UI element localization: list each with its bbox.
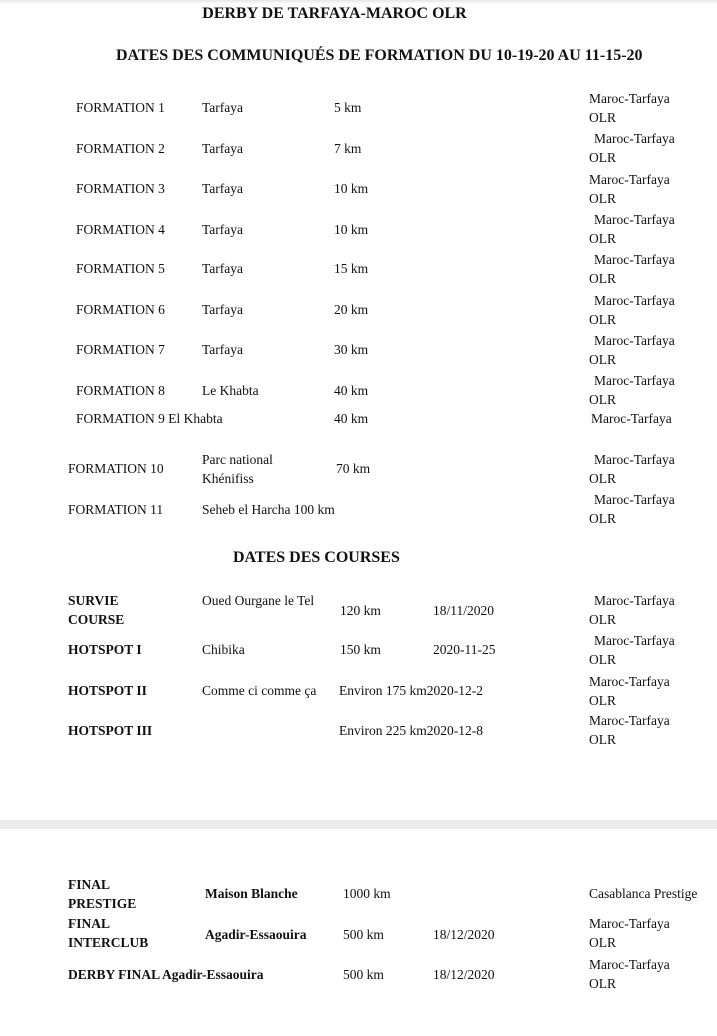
- final-place: Agadir-Essaouira: [205, 927, 307, 942]
- formation-place: Parc national Khénifiss: [202, 452, 273, 486]
- formation-dates-heading: DATES DES COMMUNIQUÉS DE FORMATION DU 10-19-20 AU 11-15-20: [116, 47, 643, 64]
- race-name: SURVIE COURSE: [68, 593, 125, 627]
- formation-org: Maroc-Tarfaya: [591, 411, 672, 426]
- formation-name: FORMATION 3: [76, 181, 165, 196]
- final-org: Maroc-Tarfaya OLR: [589, 957, 670, 991]
- formation-distance: 5 km: [334, 100, 362, 115]
- formation-name: FORMATION 11: [68, 502, 164, 517]
- formation-org: Maroc-Tarfaya OLR: [589, 492, 675, 526]
- final-place: Maison Blanche: [205, 886, 298, 901]
- final-distance: 1000 km: [343, 886, 391, 901]
- race-org: Maroc-Tarfaya OLR: [589, 593, 675, 627]
- races-heading: DATES DES COURSES: [233, 549, 400, 566]
- formation-org: Maroc-Tarfaya OLR: [589, 131, 675, 165]
- race-name: HOTSPOT III: [68, 723, 153, 738]
- formation-place: Le Khabta: [202, 383, 259, 398]
- formation-distance: 40 km: [334, 383, 369, 398]
- race-place: Oued Ourgane le Tel: [202, 593, 315, 608]
- race-place: Comme ci comme ça: [202, 683, 317, 698]
- race-distance-date: Environ 225 km2020-12-8: [339, 723, 483, 738]
- formation-place: Tarfaya: [202, 181, 244, 196]
- formation-distance: 15 km: [334, 261, 369, 276]
- final-name: FINAL PRESTIGE: [68, 877, 137, 911]
- formation-name-place: FORMATION 9 El Khabta: [76, 411, 223, 426]
- final-org: Casablanca Prestige: [589, 886, 698, 901]
- final-org: Maroc-Tarfaya OLR: [589, 916, 670, 950]
- formation-name: FORMATION 2: [76, 141, 165, 156]
- formation-distance: 40 km: [334, 411, 369, 426]
- formation-place: Tarfaya: [202, 141, 244, 156]
- final-distance: 500 km: [343, 967, 384, 982]
- formation-org: Maroc-Tarfaya OLR: [589, 452, 675, 486]
- formation-org: Maroc-Tarfaya OLR: [589, 252, 675, 286]
- formation-name: FORMATION 10: [68, 461, 164, 476]
- final-date: 18/12/2020: [433, 927, 495, 942]
- race-distance: 150 km: [340, 642, 381, 657]
- formation-org: Maroc-Tarfaya OLR: [589, 172, 670, 206]
- formation-place-distance: Seheb el Harcha 100 km: [202, 502, 335, 517]
- race-org: Maroc-Tarfaya OLR: [589, 633, 675, 667]
- formation-name: FORMATION 6: [76, 302, 165, 317]
- formation-place: Tarfaya: [202, 261, 244, 276]
- final-name: FINAL INTERCLUB: [68, 916, 149, 950]
- formation-distance: 70 km: [336, 461, 371, 476]
- race-distance-date: Environ 175 km2020-12-2: [339, 683, 483, 698]
- final-name-place: DERBY FINAL Agadir-Essaouira: [68, 967, 264, 982]
- formation-distance: 20 km: [334, 302, 369, 317]
- race-org: Maroc-Tarfaya OLR: [589, 713, 670, 747]
- formation-name: FORMATION 8: [76, 383, 165, 398]
- formation-org: Maroc-Tarfaya OLR: [589, 333, 675, 367]
- race-name: HOTSPOT I: [68, 642, 142, 657]
- formation-org: Maroc-Tarfaya OLR: [589, 91, 670, 125]
- final-date: 18/12/2020: [433, 967, 495, 982]
- race-org: Maroc-Tarfaya OLR: [589, 674, 670, 708]
- formation-name: FORMATION 1: [76, 100, 165, 115]
- top-shadow: [0, 0, 717, 4]
- formation-org: Maroc-Tarfaya OLR: [589, 373, 675, 407]
- formation-distance: 10 km: [334, 222, 369, 237]
- formation-place: Tarfaya: [202, 100, 244, 115]
- document-title: DERBY DE TARFAYA-MAROC OLR: [202, 5, 467, 22]
- formation-place: Tarfaya: [202, 342, 244, 357]
- formation-name: FORMATION 7: [76, 342, 165, 357]
- formation-org: Maroc-Tarfaya OLR: [589, 212, 675, 246]
- formation-distance: 7 km: [334, 141, 362, 156]
- race-date: 2020-11-25: [433, 642, 496, 657]
- final-distance: 500 km: [343, 927, 384, 942]
- formation-place: Tarfaya: [202, 222, 244, 237]
- race-date: 18/11/2020: [433, 603, 495, 618]
- formation-name: FORMATION 5: [76, 261, 165, 276]
- formation-distance: 10 km: [334, 181, 369, 196]
- race-distance: 120 km: [340, 603, 381, 618]
- race-name: HOTSPOT II: [68, 683, 147, 698]
- race-place: Chibika: [202, 642, 245, 657]
- page-break: [0, 820, 717, 829]
- formation-org: Maroc-Tarfaya OLR: [589, 293, 675, 327]
- formation-name: FORMATION 4: [76, 222, 165, 237]
- formation-distance: 30 km: [334, 342, 369, 357]
- formation-place: Tarfaya: [202, 302, 244, 317]
